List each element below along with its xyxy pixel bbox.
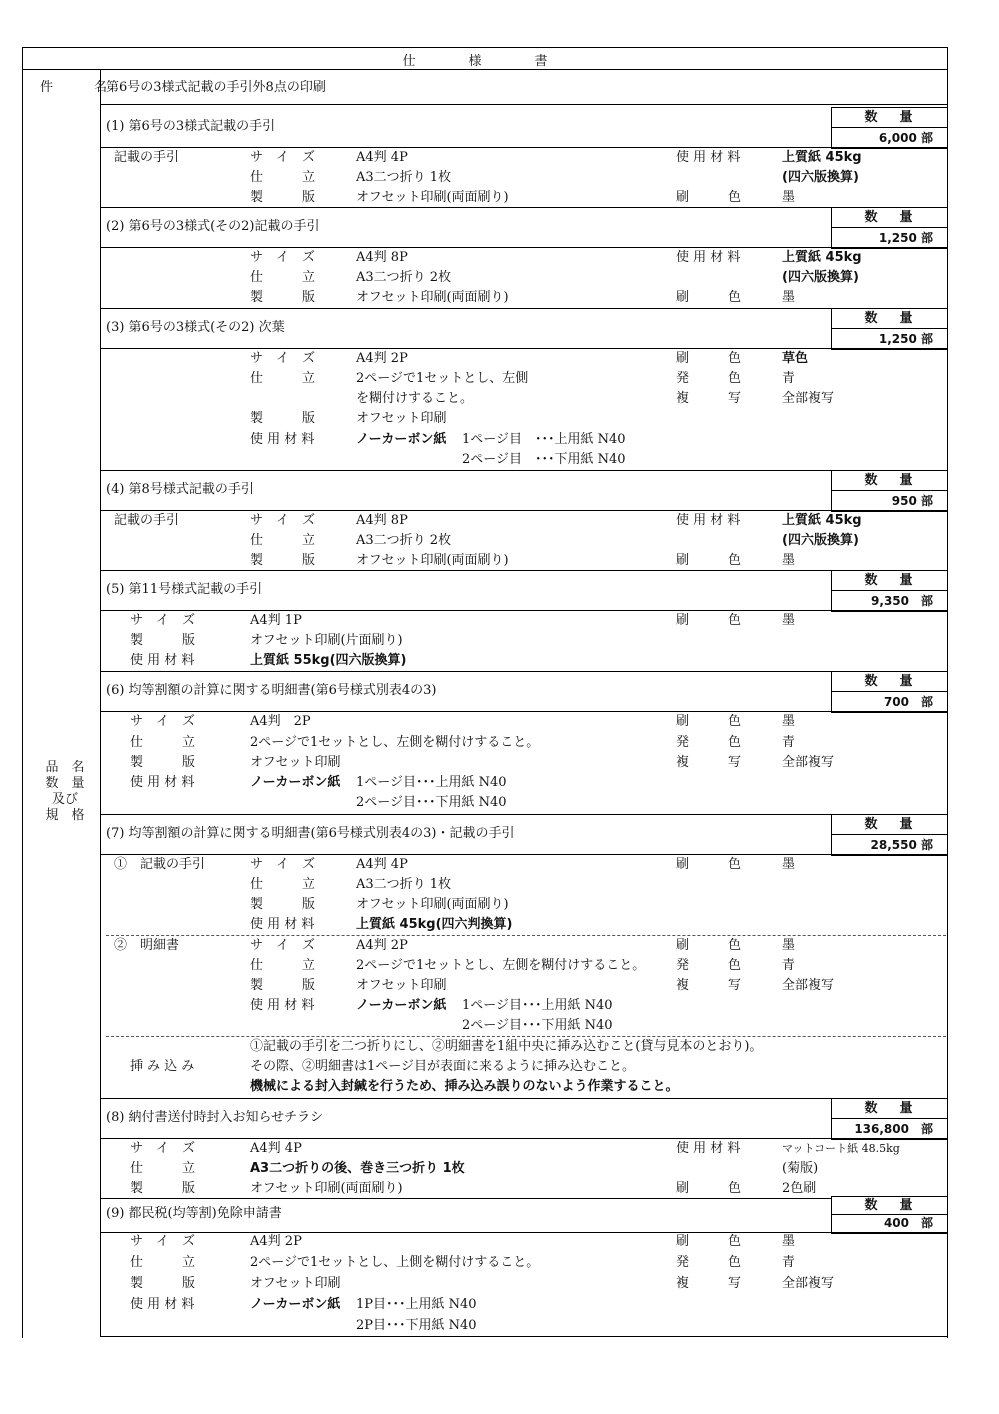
value: (四六版換算) xyxy=(782,270,859,285)
label: 刷 色 xyxy=(676,190,742,205)
row-divider xyxy=(100,308,948,309)
subject-label: 件 名 xyxy=(40,80,122,95)
item-title-9: (9) 都民税(均等割)免除申請書 xyxy=(106,1206,282,1221)
insert-note-1: ①記載の手引を二つ折りにし、②明細書を1組中央に挿み込むこと(貸与見本のとおり)。 xyxy=(250,1039,763,1054)
label: サ イ ズ xyxy=(250,938,316,953)
item-title-6: (6) 均等割額の計算に関する明細書(第6号様式別表4の3) xyxy=(106,683,437,698)
value: 墨 xyxy=(782,857,796,872)
label: 製 版 xyxy=(250,411,316,426)
row-divider xyxy=(100,1198,948,1199)
value: 1ページ目･･･上用紙 N40 xyxy=(356,775,507,790)
label: 刷 色 xyxy=(676,351,742,366)
label: サ イ ズ xyxy=(130,613,196,628)
value: A4判 4P xyxy=(356,857,408,872)
items-label-2: 数 量 xyxy=(45,776,85,791)
dashed-divider xyxy=(106,1036,946,1037)
value: 上質紙 45kg(四六判換算) xyxy=(356,917,513,932)
label: 複 写 xyxy=(676,391,742,406)
value: A3二つ折り 2枚 xyxy=(356,270,452,285)
value: 上質紙 45kg xyxy=(782,250,862,265)
item-title-1: (1) 第6号の3様式記載の手引 xyxy=(106,119,276,134)
label: 複 写 xyxy=(676,755,742,770)
label: 刷 色 xyxy=(676,1181,742,1196)
label: 仕 立 xyxy=(130,1255,196,1270)
label: 複 写 xyxy=(676,1276,742,1291)
value: 2ページ目･･･下用紙 N40 xyxy=(356,795,507,810)
row-divider xyxy=(100,1232,948,1233)
value: A3二つ折り 2枚 xyxy=(356,533,452,548)
label: 複 写 xyxy=(676,978,742,993)
label: 刷 色 xyxy=(676,857,742,872)
value: A4判 8P xyxy=(356,513,408,528)
item-title-5: (5) 第11号様式記載の手引 xyxy=(106,582,263,597)
left-column-divider xyxy=(100,69,101,1337)
label: 挿 み 込 み xyxy=(130,1059,195,1074)
item-title-8: (8) 納付書送付時封入お知らせチラシ xyxy=(106,1110,324,1125)
dashed-divider xyxy=(106,935,946,936)
value: 2色刷 xyxy=(782,1181,817,1196)
row-divider xyxy=(100,348,948,349)
label: サ イ ズ xyxy=(250,150,316,165)
value: 青 xyxy=(782,735,796,750)
label: 使 用 材 料 xyxy=(250,917,315,932)
items-label-1: 品 名 xyxy=(45,760,85,775)
qty-box-6: 数量 700 部 xyxy=(831,671,948,713)
insert-note-3: 機械による封入封緘を行うため、挿み込み誤りのないよう作業すること。 xyxy=(250,1079,679,1094)
value: A3二つ折り 1枚 xyxy=(356,170,452,185)
qty-value-2: 1,250 部 xyxy=(878,231,933,245)
value: A4判 4P xyxy=(356,150,408,165)
value: 全部複写 xyxy=(782,1276,835,1291)
value: 墨 xyxy=(782,613,796,628)
label: 発 色 xyxy=(676,735,742,750)
items-label-3: 及び xyxy=(51,792,78,807)
row-divider xyxy=(100,671,948,672)
subject-divider xyxy=(100,104,948,105)
value: 全部複写 xyxy=(782,391,835,406)
value: オフセット印刷 xyxy=(356,411,447,426)
qty-box-4: 数量 950 部 xyxy=(831,470,948,512)
bottom-divider xyxy=(100,1336,948,1337)
value: A4判 2P xyxy=(250,1234,302,1249)
value: 青 xyxy=(782,371,796,386)
row-divider xyxy=(100,1098,948,1099)
qty-value-4: 950 部 xyxy=(891,494,933,508)
label: 発 色 xyxy=(676,1255,742,1270)
value: 2ページ目･･･下用紙 N40 xyxy=(462,1018,613,1033)
value: オフセット印刷 xyxy=(250,755,341,770)
qty-value-6: 700 部 xyxy=(883,695,933,709)
qty-value-8: 136,800 部 xyxy=(854,1122,933,1136)
label: 刷 色 xyxy=(676,290,742,305)
value: 青 xyxy=(782,958,796,973)
label: 使 用 材 料 xyxy=(250,998,315,1013)
value: 1P目･･･上用紙 N40 xyxy=(356,1297,477,1312)
qty-box-2: 数量 1,250 部 xyxy=(831,207,948,249)
label: 使 用 材 料 xyxy=(130,653,195,668)
value: 墨 xyxy=(782,290,796,305)
value: 墨 xyxy=(782,1234,796,1249)
label: 製 版 xyxy=(250,897,316,912)
label: 製 版 xyxy=(130,1181,196,1196)
row-divider xyxy=(100,470,948,471)
qty-box-8: 数量 136,800 部 xyxy=(831,1098,948,1140)
label: 発 色 xyxy=(676,958,742,973)
value: 2ページで1セットとし、左側を糊付けすること。 xyxy=(356,958,646,973)
value: 2ページで1セットとし、左側 xyxy=(356,371,529,386)
label: 仕 立 xyxy=(250,371,316,386)
value: 青 xyxy=(782,1255,796,1270)
qty-box-7: 数量 28,550 部 xyxy=(831,814,948,856)
label: 製 版 xyxy=(130,1276,196,1291)
value: 墨 xyxy=(782,938,796,953)
label: 使 用 材 料 xyxy=(676,150,741,165)
label: ② 明細書 xyxy=(114,938,180,953)
label: 使 用 材 料 xyxy=(676,250,741,265)
qty-value-5: 9,350 部 xyxy=(871,594,933,608)
value: 上質紙 45kg xyxy=(782,513,862,528)
label: 製 版 xyxy=(250,290,316,305)
label: サ イ ズ xyxy=(250,250,316,265)
subject-value: 第6号の3様式記載の手引外8点の印刷 xyxy=(106,80,326,95)
qty-box-9: 数量 400 部 xyxy=(831,1196,948,1234)
label: 使 用 材 料 xyxy=(676,513,741,528)
value: マットコート紙 48.5kg xyxy=(782,1142,900,1155)
label: 仕 立 xyxy=(250,533,316,548)
label: サ イ ズ xyxy=(250,351,316,366)
page-title: 仕 様 書 xyxy=(402,54,568,69)
label: 仕 立 xyxy=(250,877,316,892)
row-divider xyxy=(100,207,948,208)
value: A4判 1P xyxy=(250,613,302,628)
value: を糊付けすること。 xyxy=(356,391,474,406)
value: A4判 4P xyxy=(250,1141,302,1156)
qty-box-5: 数量 9,350 部 xyxy=(831,570,948,612)
label: 刷 色 xyxy=(676,938,742,953)
label: 仕 立 xyxy=(130,735,196,750)
row-divider xyxy=(100,1138,948,1139)
row-divider xyxy=(100,610,948,611)
item-title-3: (3) 第6号の3様式(その2) 次葉 xyxy=(106,320,285,335)
label: サ イ ズ xyxy=(250,513,316,528)
value: オフセット印刷(両面刷り) xyxy=(356,290,509,305)
row-divider xyxy=(100,570,948,571)
qty-box-1: 数量 6,000 部 xyxy=(831,107,948,149)
label: 製 版 xyxy=(130,755,196,770)
value: 2ページで1セットとし、左側を糊付けすること。 xyxy=(250,735,540,750)
label: ① 記載の手引 xyxy=(114,857,206,872)
value: 上質紙 45kg xyxy=(782,150,862,165)
value: 墨 xyxy=(782,553,796,568)
label: サ イ ズ xyxy=(130,1234,196,1249)
value: オフセット印刷(両面刷り) xyxy=(356,190,509,205)
value: A4判 8P xyxy=(356,250,408,265)
item-title-4: (4) 第8号様式記載の手引 xyxy=(106,482,254,497)
value: 1ページ目･･･上用紙 N40 xyxy=(462,998,613,1013)
value: (四六版換算) xyxy=(782,533,859,548)
label: 刷 色 xyxy=(676,714,742,729)
label: 仕 立 xyxy=(250,170,316,185)
item-title-7: (7) 均等割額の計算に関する明細書(第6号様式別表4の3)・記載の手引 xyxy=(106,826,515,841)
label: サ イ ズ xyxy=(130,1141,196,1156)
qty-value-9: 400 部 xyxy=(883,1216,933,1230)
qty-box-3: 数量 1,250 部 xyxy=(831,308,948,350)
label: 使 用 材 料 xyxy=(250,432,315,447)
label: 使 用 材 料 xyxy=(676,1141,741,1156)
insert-note-2: その際、②明細書は1ページ目が表面に来るように挿み込むこと。 xyxy=(250,1059,636,1074)
value: A4判 2P xyxy=(356,938,408,953)
value: A3二つ折りの後、巻き三つ折り 1枚 xyxy=(250,1161,465,1176)
value: 全部複写 xyxy=(782,755,835,770)
value: 2ページで1セットとし、上側を糊付けすること。 xyxy=(250,1255,540,1270)
item-title-2: (2) 第6号の3様式(その2)記載の手引 xyxy=(106,219,320,234)
value: 1ページ目 ･･･上用紙 N40 xyxy=(462,432,626,447)
value: オフセット印刷 xyxy=(250,1276,341,1291)
label: 製 版 xyxy=(250,553,316,568)
row-divider xyxy=(100,814,948,815)
value: オフセット印刷(片面刷り) xyxy=(250,633,403,648)
label: 製 版 xyxy=(130,633,196,648)
qty-value-1: 6,000 部 xyxy=(878,131,933,145)
label: 仕 立 xyxy=(250,270,316,285)
row-divider xyxy=(100,247,948,248)
value: A3二つ折り 1枚 xyxy=(356,877,452,892)
row-divider xyxy=(100,854,948,855)
label: 仕 立 xyxy=(130,1161,196,1176)
value: (菊版) xyxy=(782,1161,819,1176)
value: ノーカーボン紙 xyxy=(356,432,447,447)
label: 仕 立 xyxy=(250,958,316,973)
value: (四六版換算) xyxy=(782,170,859,185)
value: オフセット印刷(両面刷り) xyxy=(250,1181,403,1196)
value: 2P目･･･下用紙 N40 xyxy=(356,1318,477,1333)
label: サ イ ズ xyxy=(250,857,316,872)
row-divider xyxy=(100,510,948,511)
qty-value-7: 28,550 部 xyxy=(870,838,933,852)
label: 製 版 xyxy=(250,978,316,993)
value: 2ページ目 ･･･下用紙 N40 xyxy=(462,452,626,467)
value: ノーカーボン紙 xyxy=(356,998,447,1013)
value: オフセット印刷(両面刷り) xyxy=(356,897,509,912)
label: 刷 色 xyxy=(676,553,742,568)
title-row xyxy=(22,47,948,70)
label: 使 用 材 料 xyxy=(130,1297,195,1312)
label: 使 用 材 料 xyxy=(130,775,195,790)
title-divider xyxy=(22,69,948,70)
qty-value-3: 1,250 部 xyxy=(878,332,933,346)
label: 刷 色 xyxy=(676,1234,742,1249)
value: A4判 2P xyxy=(250,714,311,729)
value: 全部複写 xyxy=(782,978,835,993)
label: 製 版 xyxy=(250,190,316,205)
label: 刷 色 xyxy=(676,613,742,628)
value: 墨 xyxy=(782,714,796,729)
label: 記載の手引 xyxy=(114,150,180,165)
value: 上質紙 55kg(四六版換算) xyxy=(250,653,407,668)
items-label-4: 規 格 xyxy=(45,808,85,823)
label: 記載の手引 xyxy=(114,513,180,528)
row-divider xyxy=(100,147,948,148)
value: オフセット印刷(両面刷り) xyxy=(356,553,509,568)
label: サ イ ズ xyxy=(130,714,196,729)
value: 墨 xyxy=(782,190,796,205)
value: A4判 2P xyxy=(356,351,408,366)
row-divider xyxy=(100,711,948,712)
value: 草色 xyxy=(782,351,809,366)
value: オフセット印刷 xyxy=(356,978,447,993)
value: ノーカーボン紙 xyxy=(250,1297,341,1312)
label: 発 色 xyxy=(676,371,742,386)
value: ノーカーボン紙 xyxy=(250,775,341,790)
